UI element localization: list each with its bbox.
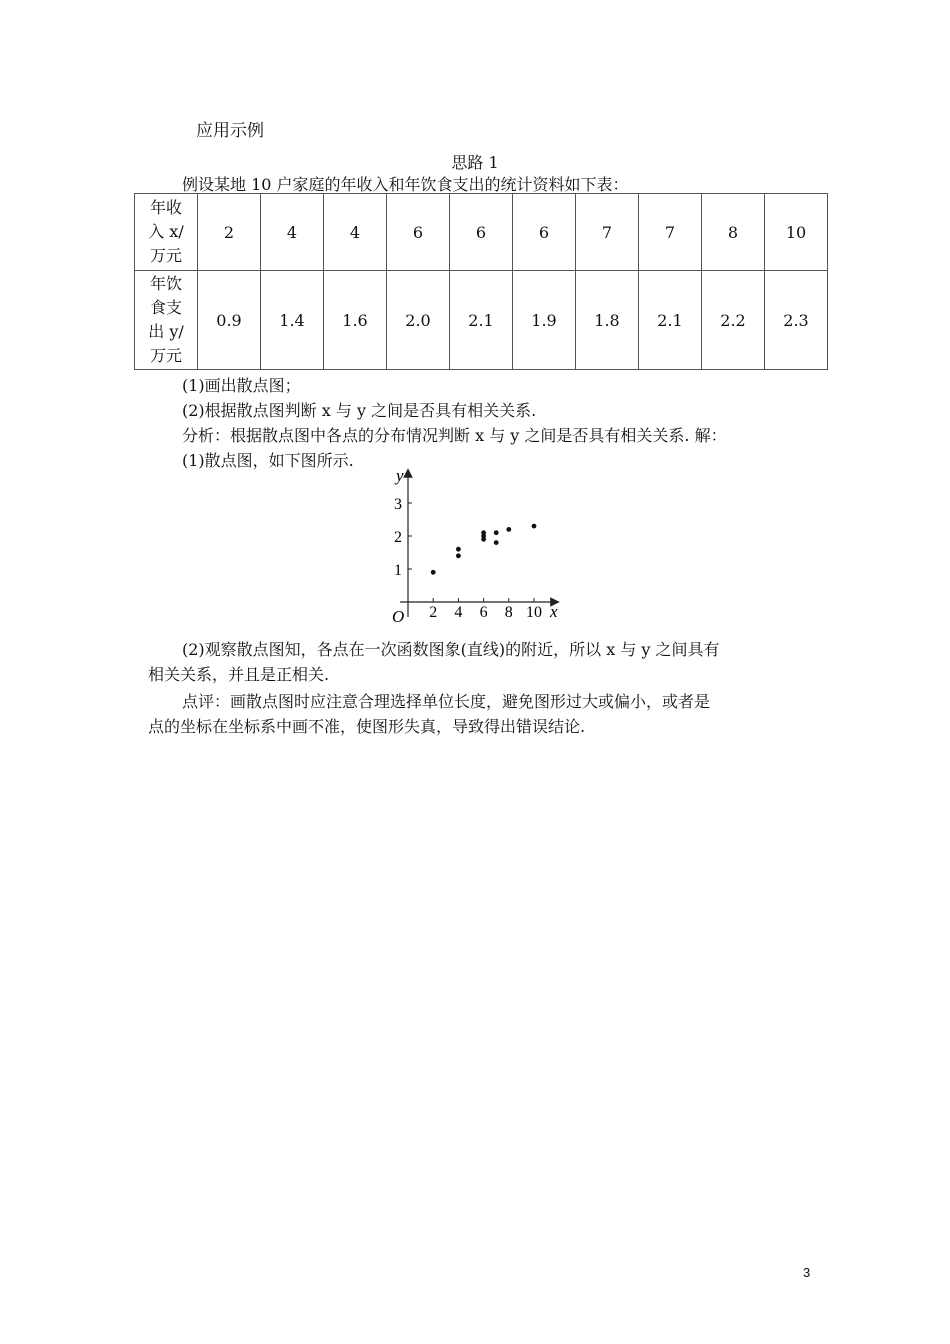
scatter-plot (380, 465, 570, 630)
y-ticks (394, 496, 412, 579)
x-tick-label: 8 (504, 604, 513, 621)
table-cell: 7 (639, 194, 702, 271)
row-header-line: 食支 (149, 298, 182, 317)
solution-part-1: (1)散点图，如下图所示. (182, 451, 354, 470)
solution-part-2-line-1: (2)观察散点图知，各点在一次函数图象(直线)的附近，所以 x 与 y 之间具有 (182, 640, 720, 659)
y-axis-label: y (396, 466, 404, 485)
y-tick-label: 1 (394, 562, 402, 579)
comment-line-1: 点评：画散点图时应注意合理选择单位长度，避免图形过大或偏小，或者是 (182, 692, 711, 711)
x-tick-label: 4 (454, 604, 463, 621)
table-cell: 1.4 (261, 271, 324, 370)
table-cell: 6 (450, 194, 513, 271)
table-cell: 2.3 (765, 271, 828, 370)
scatter-point (494, 530, 499, 535)
comment-line-2: 点的坐标在坐标系中画不准，使图形失真，导致得出错误结论. (148, 717, 586, 736)
row-header-line: 年收 (149, 198, 182, 217)
scatter-point (494, 540, 499, 545)
table-cell: 10 (765, 194, 828, 271)
row-header-line: 出 y/ (148, 322, 184, 341)
table-cell: 7 (576, 194, 639, 271)
scatter-point (456, 553, 461, 558)
row-header-line: 万元 (149, 246, 182, 265)
y-tick-label: 3 (394, 496, 402, 513)
table-cell: 2.1 (639, 271, 702, 370)
x-tick-label: 2 (429, 604, 438, 621)
row-header-line: 万元 (149, 346, 182, 365)
x-tick-label: 6 (479, 604, 488, 621)
question-1: (1)画出散点图； (182, 376, 301, 395)
scatter-point (481, 537, 486, 542)
table-cell: 1.8 (576, 271, 639, 370)
table-cell: 1.6 (324, 271, 387, 370)
row-header-expense (135, 271, 198, 370)
origin-label: O (392, 607, 405, 626)
table-cell: 2.0 (387, 271, 450, 370)
row-header-line: 年饮 (149, 274, 182, 293)
page-number: 3 (803, 1265, 811, 1280)
analysis-text: 分析：根据散点图中各点的分布情况判断 x 与 y 之间是否具有相关关系. 解： (182, 426, 727, 445)
scatter-point (431, 570, 436, 575)
table-row-income (135, 194, 828, 271)
scatter-point (481, 530, 486, 535)
y-tick-label: 2 (394, 529, 402, 546)
data-points (431, 524, 537, 575)
data-table (134, 193, 828, 370)
solution-part-2-line-2: 相关关系，并且是正相关. (148, 665, 330, 684)
x-axis-label: x (550, 602, 558, 621)
table-cell: 6 (387, 194, 450, 271)
table-cell: 2 (198, 194, 261, 271)
row-header-income (135, 194, 198, 271)
question-2: (2)根据散点图判断 x 与 y 之间是否具有相关关系. (182, 401, 537, 420)
section-title: 应用示例 (196, 121, 264, 141)
table-cell: 0.9 (198, 271, 261, 370)
scatter-point (532, 524, 537, 529)
table-cell: 4 (324, 194, 387, 271)
table-cell: 2.1 (450, 271, 513, 370)
table-cell: 6 (513, 194, 576, 271)
scatter-point (506, 527, 511, 532)
example-intro: 例设某地 10 户家庭的年收入和年饮食支出的统计资料如下表： (182, 175, 629, 194)
approach-title: 思路 1 (451, 153, 499, 172)
x-tick-label: 10 (526, 604, 542, 621)
table-cell: 8 (702, 194, 765, 271)
scatter-point (456, 547, 461, 552)
table-row-expense (135, 271, 828, 370)
table-cell: 4 (261, 194, 324, 271)
row-header-line: 入 x/ (148, 222, 184, 241)
table-cell: 1.9 (513, 271, 576, 370)
table-cell: 2.2 (702, 271, 765, 370)
